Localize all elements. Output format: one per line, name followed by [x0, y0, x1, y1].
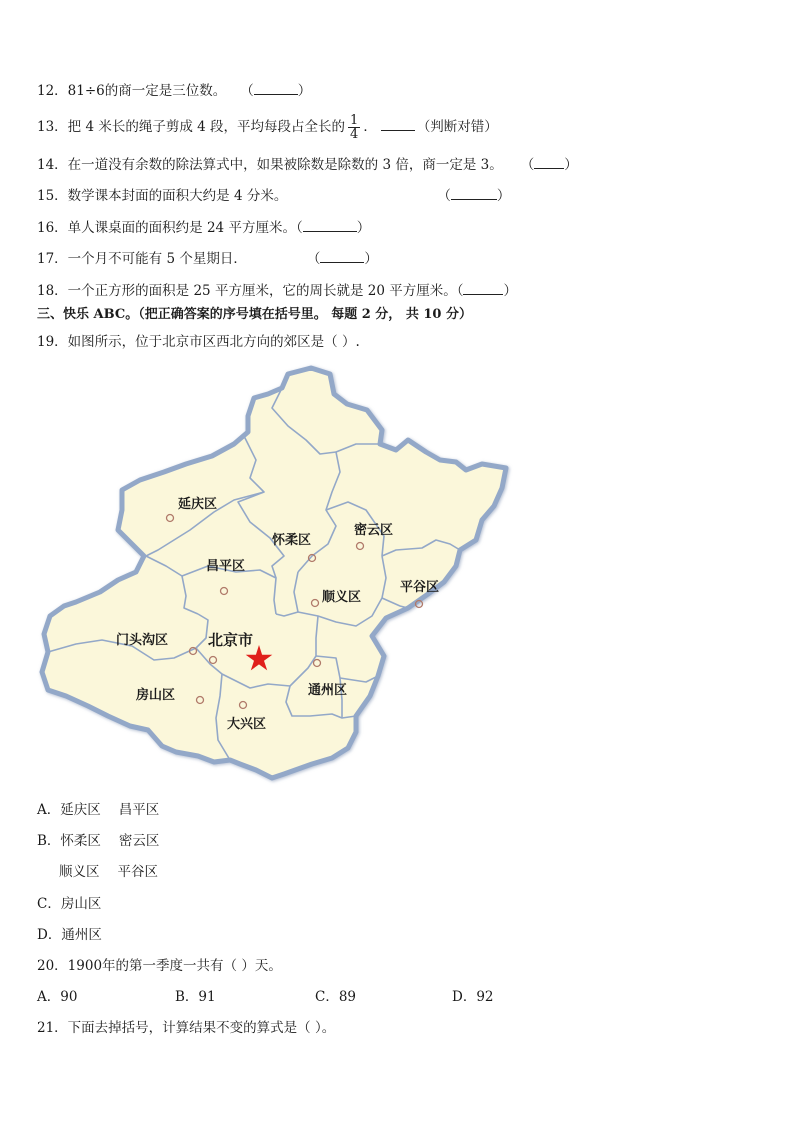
q19-option-b-continued[interactable] — [59, 863, 158, 881]
q20-option-b[interactable]: B．91 — [175, 989, 216, 1005]
label-huairou: 怀柔区 — [272, 533, 312, 548]
label-mentougou: 门头沟区 — [116, 633, 169, 648]
label-changping: 昌平区 — [206, 559, 246, 574]
paren-close: ） — [356, 220, 371, 236]
label-yanqing: 延庆区 — [178, 497, 218, 512]
paren-open: （ — [520, 157, 535, 173]
option-text-1: 怀柔区 — [60, 833, 101, 849]
question-text: 12．81÷6的商一定是三位数。 — [37, 83, 227, 99]
section-heading: 三、快乐 ABC。（把正确答案的序号填在括号里。 每题 2 分， 共 10 分） — [37, 307, 472, 322]
q19-option-c[interactable] — [37, 895, 101, 913]
label-beijing: 北京市 — [208, 631, 254, 649]
answer-blank[interactable] — [451, 187, 497, 200]
option-text-3: 顺义区 — [59, 864, 100, 880]
q19-option-d[interactable] — [37, 926, 102, 944]
question-21: 21．下面去掉括号，计算结果不变的算式是（ ）。 — [37, 1020, 336, 1036]
question-12 — [37, 82, 311, 100]
question-text: 18．一个正方形的面积是 25 平方厘米，它的周长就是 20 平方厘米。（ — [37, 283, 464, 299]
paren-open: （ — [240, 83, 254, 99]
answer-blank[interactable] — [381, 118, 415, 131]
q19-option-a[interactable] — [37, 801, 159, 819]
fraction — [348, 114, 360, 141]
option-letter: B． — [37, 833, 61, 849]
paren-close: ） — [364, 251, 378, 267]
question-15 — [37, 187, 510, 205]
option-text-1: 延庆区 — [60, 802, 101, 818]
question-13 — [37, 112, 498, 142]
question-20: 20．1900年的第一季度一共有（ ）天。 — [37, 958, 282, 974]
option-text-1: 房山区 — [60, 896, 102, 912]
question-text: 13．把 4 米长的绳子剪成 4 段，平均每段占全长的 — [37, 119, 346, 135]
option-text-1: 通州区 — [61, 927, 102, 943]
period: ． — [363, 119, 377, 135]
question-text: 16．单人课桌面的面积约是 24 平方厘米。（ — [37, 220, 303, 236]
question-14 — [37, 156, 578, 174]
label-tongzhou: 通州区 — [308, 683, 348, 698]
label-pinggu: 平谷区 — [400, 580, 440, 595]
question-19: 19．如图所示，位于北京市区西北方向的郊区是（ ）. — [37, 334, 360, 350]
option-text-2: 昌平区 — [118, 802, 160, 818]
question-text: 14．在一道没有余数的除法算式中，如果被除数是除数的 3 倍，商一定是 3。 — [37, 157, 503, 173]
fraction-denominator: 4 — [350, 127, 359, 142]
answer-blank[interactable] — [463, 282, 503, 295]
question-18 — [37, 282, 517, 300]
label-miyun: 密云区 — [354, 523, 394, 538]
label-fangshan: 房山区 — [136, 688, 176, 703]
paren-close: ） — [503, 283, 517, 299]
q20-option-c[interactable]: C．89 — [315, 989, 357, 1005]
label-shunyi: 顺义区 — [322, 590, 362, 605]
option-text-2: 密云区 — [118, 833, 160, 849]
answer-blank[interactable] — [303, 219, 357, 232]
paren-open: （ — [437, 188, 451, 204]
question-text: 15．数学课本封面的面积大约是 4 分米。 — [37, 188, 288, 204]
option-letter: A． — [37, 802, 61, 818]
question-17 — [37, 250, 378, 268]
answer-blank[interactable] — [254, 82, 298, 95]
beijing-district-map — [36, 360, 516, 785]
answer-blank[interactable] — [320, 250, 364, 263]
option-text-4: 平谷区 — [117, 864, 158, 880]
question-tail: （判断对错） — [416, 119, 498, 135]
fraction-numerator: 1 — [350, 113, 359, 128]
answer-blank[interactable] — [534, 156, 564, 169]
paren-close: ） — [496, 188, 511, 204]
paren-close: ） — [564, 157, 578, 173]
q20-option-d[interactable]: D．92 — [452, 989, 494, 1005]
paren-open: （ — [306, 251, 321, 267]
q19-option-b[interactable] — [37, 832, 159, 850]
option-letter: C． — [37, 896, 61, 912]
question-16 — [37, 219, 370, 237]
paren-close: ） — [297, 83, 312, 99]
q20-option-a[interactable]: A．90 — [37, 989, 78, 1005]
label-daxing: 大兴区 — [227, 717, 267, 732]
question-text: 17．一个月不可能有 5 个星期日． — [37, 251, 247, 267]
option-letter: D． — [37, 927, 62, 943]
